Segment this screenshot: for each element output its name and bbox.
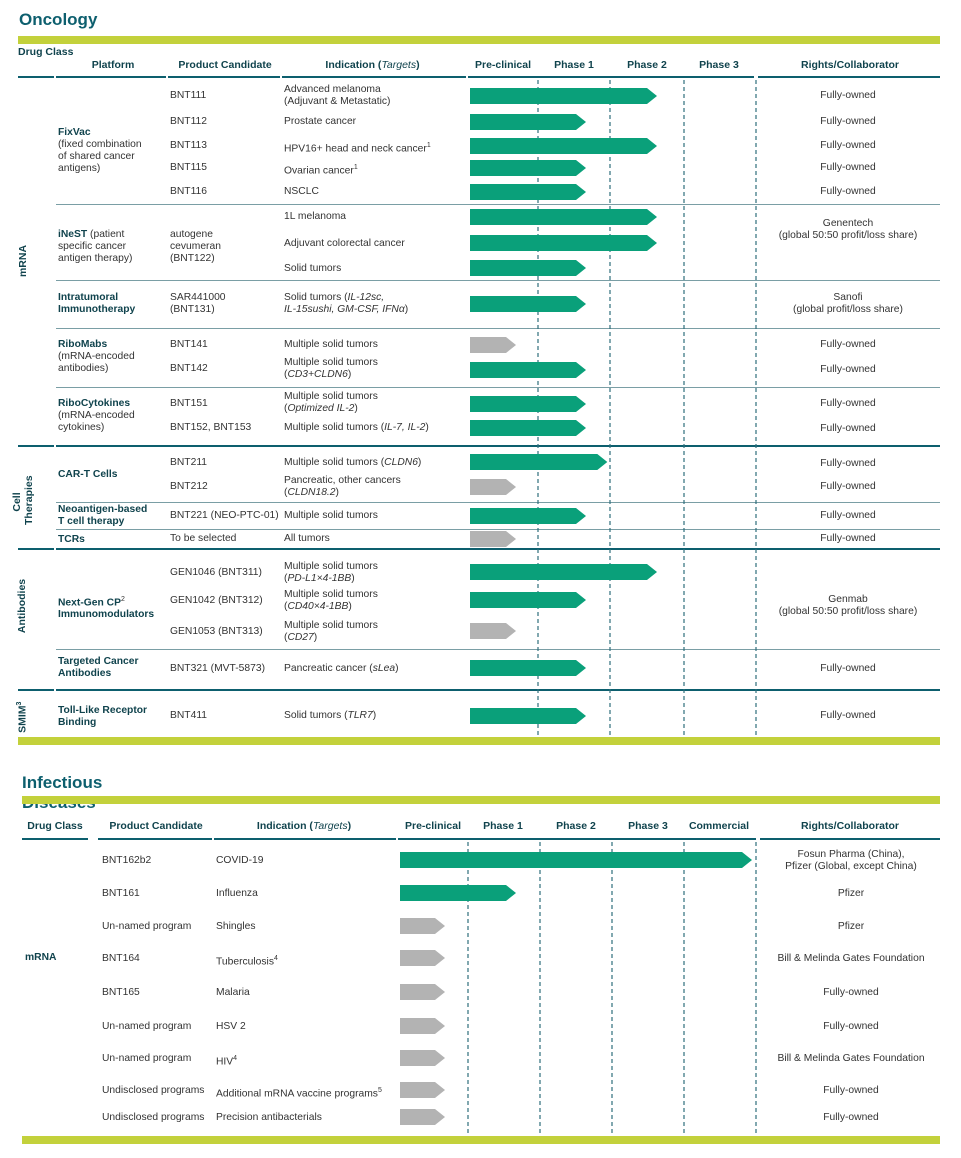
indication-bnt212: Pancreatic, other cancers (CLDN18.2) — [284, 475, 401, 498]
id-candidate: Undisclosed programs — [102, 1085, 205, 1096]
candidate-bnt321: BNT321 (MVT-5873) — [170, 663, 265, 674]
indication-bnt113: HPV16+ head and neck cancer$^1$ — [284, 142, 431, 155]
indication-bnt122-solid: Solid tumors — [284, 263, 342, 274]
rights-tcr: Fully-owned — [820, 533, 876, 544]
platform-inest: iNeST (patient specific cancer antigen therapy) — [58, 229, 133, 264]
id-stage-bar — [400, 1109, 445, 1125]
indication-bnt151: Multiple solid tumors (Optimized IL-2) — [284, 391, 378, 414]
rights-bnt321: Fully-owned — [820, 663, 876, 674]
candidate-bnt411: BNT411 — [170, 710, 208, 721]
id-stage-bar — [400, 1018, 445, 1034]
platform-fixvac: FixVac (fixed combination of shared cancer antigens) — [58, 127, 142, 174]
rights-bnt115: Fully-owned — [820, 162, 876, 173]
header-drug-class: Drug Class — [18, 46, 74, 58]
rights-bnt116: Fully-owned — [820, 186, 876, 197]
drug-class-mrna: mRNA — [17, 244, 29, 278]
id-candidate: BNT165 — [102, 987, 140, 998]
id-stage-bar — [400, 1082, 445, 1098]
header-candidate: Product Candidate — [178, 59, 272, 71]
id-indication: Malaria — [216, 987, 250, 998]
candidate-bnt112: BNT112 — [170, 116, 208, 127]
candidate-bnt111: BNT111 — [170, 90, 207, 101]
indication-bnt141: Multiple solid tumors — [284, 339, 378, 350]
indication-bnt111: Advanced melanoma (Adjuvant & Metastatic) — [284, 84, 391, 107]
id-candidate: Un-named program — [102, 1053, 192, 1064]
indication-bnt142: Multiple solid tumors (CD3+CLDN6) — [284, 357, 378, 380]
rights-bnt221: Fully-owned — [820, 510, 876, 521]
candidate-bnt152: BNT152, BNT153 — [170, 422, 252, 433]
id-candidate: BNT164 — [102, 953, 140, 964]
indication-bnt211: Multiple solid tumors (CLDN6) — [284, 457, 422, 468]
candidate-bnt211: BNT211 — [170, 457, 208, 468]
id-rights: Pfizer — [837, 888, 865, 899]
rights-bnt212: Fully-owned — [820, 481, 876, 492]
id-stage-bar — [400, 852, 752, 868]
id-rights: Fully-owned — [823, 1112, 879, 1123]
id-rights: Fosun Pharma (China), Pfizer (Global, except China) — [785, 849, 917, 872]
indication-bnt321: Pancreatic cancer (sLea) — [284, 663, 399, 674]
platform-tlr: Toll-Like Receptor Binding — [58, 705, 148, 728]
id-indication: Tuberculosis$^4$ — [216, 955, 278, 968]
indication-bnt115: Ovarian cancer$^1$ — [284, 164, 358, 177]
oncology-title: Oncology — [19, 10, 98, 29]
indication-bnt131: Solid tumors (IL-12sc, IL-15sushi, GM-CSF, IFNα) — [284, 292, 409, 315]
rights-bnt152: Fully-owned — [820, 423, 876, 434]
indication-bnt112: Prostate cancer — [284, 116, 357, 127]
id-rights: Fully-owned — [823, 1021, 879, 1032]
candidate-gen1046: GEN1046 (BNT311) — [170, 567, 262, 578]
indication-bnt152: Multiple solid tumors (IL-7, IL-2) — [284, 422, 429, 433]
drug-class-antibodies: Antibodies — [16, 578, 28, 634]
candidate-bnt116: BNT116 — [170, 186, 208, 197]
id-stage-bar — [400, 885, 516, 901]
id-candidate: Un-named program — [102, 1021, 192, 1032]
candidate-bnt221: BNT221 (NEO-PTC-01) — [170, 510, 279, 521]
id-header-indication: Indication (Targets) — [256, 820, 352, 832]
platform-targeted-cancer: Targeted Cancer Antibodies — [58, 656, 139, 679]
indication-bnt411: Solid tumors (TLR7) — [284, 710, 377, 721]
id-candidate: BNT162b2 — [102, 855, 152, 866]
indication-gen1046: Multiple solid tumors (PD-L1×4-1BB) — [284, 561, 378, 584]
id-rights: Pfizer — [837, 921, 865, 932]
rights-bnt411: Fully-owned — [820, 710, 876, 721]
id-indication: COVID-19 — [216, 855, 264, 866]
indication-gen1053: Multiple solid tumors (CD27) — [284, 620, 378, 643]
rights-bnt113: Fully-owned — [820, 140, 876, 151]
header-rights: Rights/Collaborator — [800, 59, 899, 71]
rights-genentech: Genentech (global 50:50 profit/loss share) — [778, 218, 918, 241]
drug-class-smim: SMIM$^3$ — [15, 701, 29, 733]
id-indication: Precision antibacterials — [216, 1112, 322, 1123]
indication-gen1042: Multiple solid tumors (CD40×4-1BB) — [284, 589, 378, 612]
candidate-gen1042: GEN1042 (BNT312) — [170, 595, 263, 606]
rights-bnt211: Fully-owned — [820, 458, 876, 469]
candidate-bnt131: SAR441000 (BNT131) — [170, 292, 226, 315]
platform-car-t: CAR-T Cells — [58, 469, 118, 480]
candidate-tcr: To be selected — [170, 533, 237, 544]
id-candidate: BNT161 — [102, 888, 140, 899]
id-rights: Bill & Melinda Gates Foundation — [777, 1053, 925, 1064]
id-stage-bar — [400, 950, 445, 966]
id-stage-bar — [400, 1050, 445, 1066]
id-header-phase2: Phase 2 — [556, 820, 596, 832]
rights-bnt151: Fully-owned — [820, 398, 876, 409]
id-drug-class-mrna: mRNA — [25, 952, 57, 963]
indication-bnt122-melanoma: 1L melanoma — [284, 211, 347, 222]
header-phase3: Phase 3 — [699, 59, 739, 71]
platform-intratumoral: Intratumoral Immunotherapy — [58, 292, 136, 315]
platform-ribomabs: RiboMabs (mRNA-encoded antibodies) — [58, 339, 135, 374]
platform-ribocytokines: RiboCytokines (mRNA-encoded cytokines) — [58, 398, 135, 433]
id-indication: Influenza — [216, 888, 258, 899]
header-preclinical: Pre-clinical — [474, 59, 532, 71]
candidate-bnt115: BNT115 — [170, 162, 208, 173]
id-header-rights: Rights/Collaborator — [800, 820, 899, 832]
id-header-phase3: Phase 3 — [628, 820, 668, 832]
header-phase2: Phase 2 — [627, 59, 667, 71]
candidate-bnt141: BNT141 — [170, 339, 208, 350]
header-phase1: Phase 1 — [554, 59, 594, 71]
candidate-bnt142: BNT142 — [170, 363, 208, 374]
platform-next-gen-cp: Next-Gen $CP^2$ Immunomodulators — [58, 596, 155, 621]
infectious-bottom-rule — [22, 1136, 940, 1144]
indication-tcr: All tumors — [284, 533, 330, 544]
id-header-preclinical: Pre-clinical — [404, 820, 462, 832]
drug-class-cell-therapies: Cell Therapies — [11, 475, 35, 525]
candidate-bnt151: BNT151 — [170, 398, 208, 409]
candidate-bnt212: BNT212 — [170, 481, 208, 492]
id-indication: Shingles — [216, 921, 256, 932]
platform-tcrs: TCRs — [58, 534, 85, 545]
id-candidate: Un-named program — [102, 921, 192, 932]
rights-sanofi: Sanofi (global profit/loss share) — [793, 292, 903, 315]
rights-genmab: Genmab (global 50:50 profit/loss share) — [778, 594, 918, 617]
rights-bnt141: Fully-owned — [820, 339, 876, 350]
header-indication: Indication (Targets) — [325, 59, 420, 71]
header-platform: Platform — [91, 59, 135, 71]
id-stage-bar — [400, 918, 445, 934]
id-stage-bar — [400, 984, 445, 1000]
id-rights: Fully-owned — [823, 1085, 879, 1096]
id-header-phase1: Phase 1 — [483, 820, 523, 832]
rights-bnt112: Fully-owned — [820, 116, 876, 127]
indication-bnt221: Multiple solid tumors — [284, 510, 378, 521]
rights-bnt111: Fully-owned — [820, 90, 876, 101]
id-indication: HSV 2 — [216, 1021, 246, 1032]
candidate-bnt122: autogene cevumeran (BNT122) — [170, 229, 221, 264]
id-rights: Bill & Melinda Gates Foundation — [777, 953, 925, 964]
candidate-bnt113: BNT113 — [170, 140, 208, 151]
id-candidate: Undisclosed programs — [102, 1112, 205, 1123]
infectious-title: Infectious — [22, 773, 103, 792]
id-rights: Fully-owned — [823, 987, 879, 998]
indication-bnt116: NSCLC — [284, 186, 319, 197]
candidate-gen1053: GEN1053 (BNT313) — [170, 626, 263, 637]
id-header-candidate: Product Candidate — [109, 820, 203, 832]
id-indication: Additional mRNA vaccine programs$^5$ — [216, 1087, 382, 1100]
platform-neoantigen: Neoantigen-based T cell therapy — [58, 504, 148, 527]
indication-bnt122-colorectal: Adjuvant colorectal cancer — [284, 238, 405, 249]
id-header-drug-class: Drug Class — [27, 820, 83, 832]
id-header-commercial: Commercial — [688, 820, 750, 832]
rights-bnt142: Fully-owned — [820, 364, 876, 375]
id-indication: HIV$^4$ — [216, 1055, 238, 1068]
